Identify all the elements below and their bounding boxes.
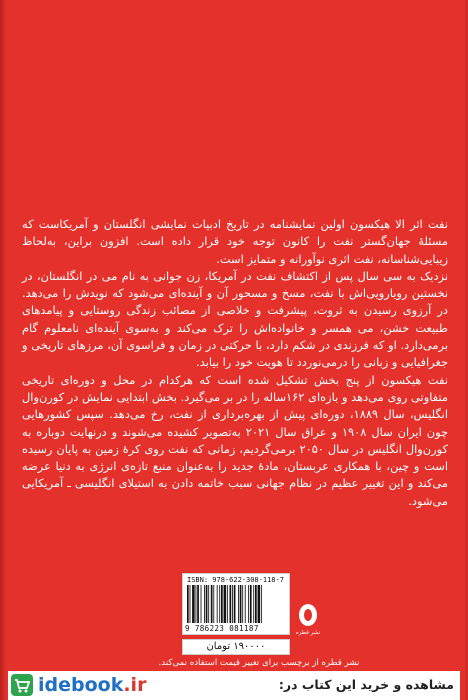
watermark-brand-suffix: .ir — [123, 674, 147, 696]
watermark-banner[interactable] — [8, 671, 460, 700]
cart-book-icon — [10, 673, 34, 697]
barcode-icon — [187, 585, 287, 623]
isbn-label: ISBN: 978-622-308-118-7 — [187, 576, 284, 584]
cover-left-edge — [0, 0, 6, 700]
barcode-panel — [182, 573, 290, 635]
back-cover-blurb — [22, 216, 448, 510]
price-label: ۱۹۰۰۰۰ تومان — [182, 639, 290, 655]
publisher-logo-text: نشر قطره — [295, 630, 321, 636]
watermark-brand-main: idebook — [38, 674, 124, 696]
barcode-digits: 9 786223 081187 — [185, 624, 259, 633]
publisher-logo — [294, 602, 322, 636]
watermark-brand[interactable] — [38, 674, 146, 696]
watermark-text: مشاهده و خرید این کتاب در: — [278, 677, 454, 692]
blurb-paragraph-3: نفت هیکسون از پنج بخش تشکیل شده است که هرکدام در محل و دوره‌ای تاریخی متفاوتی روی می‌دهد و بازه‌ای ۱۶۲ساله را در بر می‌گیرد. بخش ابتدایی نمایش در کورن‌وال انگلیس، سال ۱۸۸۹، دوره‌ای پیش از بهره‌برداری از نفت، رخ می‌دهد. سپس کشورهایی چون ایران سال ۱۹۰۸ و عراق سال ۲۰۲۱ به‌تصویر کشیده می‌شوند و درنهایت دوباره به کورن‌وال انگلیس در سال ۲۰۵۰ برمی‌گردیم، زمانی که نفت روی کرهٔ زمین به پایان رسیده است و چین، با همکاری عربستان، مادهٔ جدید را به‌عنوان منبع تازه‌ی انرژی به دنیا عرضه می‌کند و این تغییر عظیم در نظام جهانی سبب خاتمه دادن به استیلای انگلیسی ـ آمریکایی می‌شود. — [22, 372, 449, 508]
blurb-paragraph-1: نفت اثر الا هیکسون اولین نمایشنامه در تاریخ ادبیات نمایشی انگلستان و آمریکاست که مسئلهٔ جهان‌گستر نفت را کانون توجه خود قرار داده است. افزون براین، به‌لحاظ زیبایی‌شناسانه، نفت اثری نوآورانه و متمایز است. — [22, 217, 448, 266]
publisher-note: نشر قطره از برچسب برای تغییر قیمت استفاده نمی‌کند. — [158, 658, 360, 668]
blurb-paragraph-2: نزدیک به سی سال پس از اکتشاف نفت در آمریکا، زن جوانی به نام می در انگلستان، در نخستین رویارویی‌اش با نفت، مسخ و مسحور آن و آینده‌ای می‌شود که نویدش را می‌دهد. در آرزوی رسیدن به ثروت، پیشرفت و خلاصی از مصائب زندگی روستایی و پیامدهای طبیعت خشن، می همسر و خانواده‌اش را ترک می‌کند و به‌سوی آینده‌ای نامعلوم گام برمی‌دارد. او که فرزندی در شکم دارد، با حرکتی در زمان و فراسوی آن، مرزهای تاریخی و جغرافیایی و زبانی را درمی‌نوردد تا هویت خود را بیابد. — [22, 268, 448, 370]
